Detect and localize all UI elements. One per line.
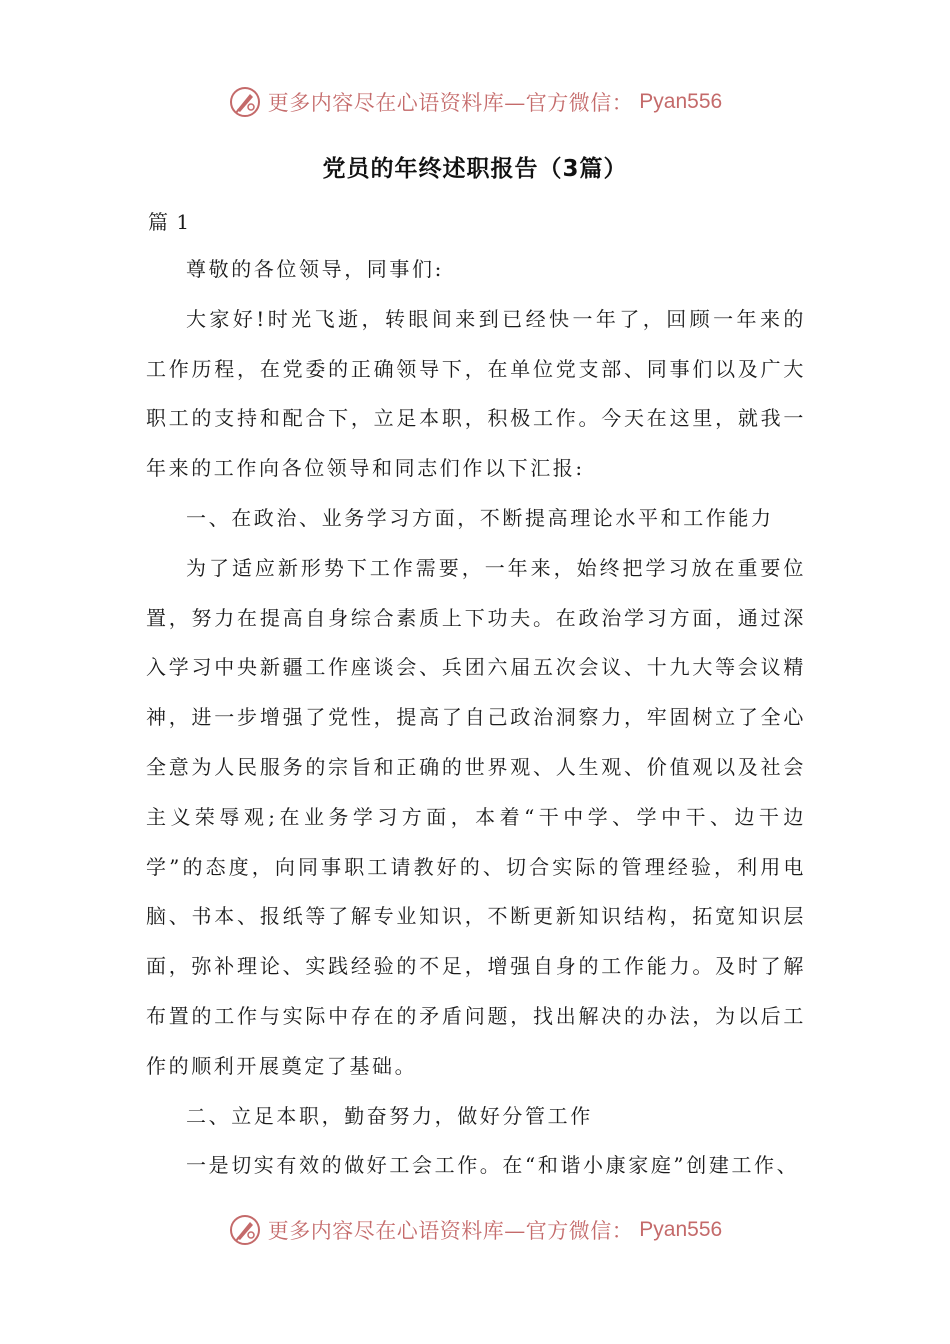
paragraph: 一是切实有效的做好工会工作。在“和谐小康家庭”创建工作、 bbox=[186, 1153, 800, 1178]
paragraph-heading: 二、立足本职，勤奋努力，做好分管工作 bbox=[186, 1103, 593, 1128]
quill-pen-logo-icon bbox=[228, 1213, 262, 1247]
header-watermark bbox=[0, 82, 950, 122]
wechat-id: Pyan556 bbox=[639, 1218, 723, 1241]
paragraph-heading: 一、在政治、业务学习方面，不断提高理论水平和工作能力 bbox=[186, 505, 774, 530]
section-label: 篇 1 bbox=[148, 210, 191, 234]
paragraph-greeting: 尊敬的各位领导，同事们: bbox=[186, 257, 444, 281]
watermark-text: 更多内容尽在心语资料库—官方微信： bbox=[267, 1219, 634, 1243]
watermark-text: 更多内容尽在心语资料库—官方微信： bbox=[267, 91, 634, 115]
document-title: 党员的年终述职报告（3篇） bbox=[322, 156, 628, 182]
paragraph: 为了适应新形势下工作需要，一年来，始终把学习放在重要位置，努力在提高自身综合素质上下功夫。在政治学习方面，通过深入学习中央新疆工作座谈会、兵团六届五次会议、十九大等会议精神，进一步增强了党性，提高了自己政治洞察力，牢固树立了全心全意为人民服务的宗旨和正确的世界观、人生观、价值观以及社会主义荣辱观;在业务学习方面，本着“干中学、学中干、边干边学”的态度，向同事职工请教好的、切合实际的管理经验，利用电脑、书本、报纸等了解专业知识，不断更新知识结构，拓宽知识层面，弥补理论、实践经验的不足，增强自身的工作能力。及时了解布置的工作与实际中存在的矛盾问题，找出解决的办法，为以后工作的顺利开展奠定了基础。 bbox=[146, 555, 806, 1078]
paragraph: 大家好!时光飞逝，转眼间来到已经快一年了，回顾一年来的工作历程，在党委的正确领导下，在单位党支部、同事们以及广大职工的支持和配合下，立足本职，积极工作。今天在这里，就我一年来的工作向各位领导和同志们作以下汇报: bbox=[146, 306, 806, 481]
wechat-id: Pyan556 bbox=[639, 90, 723, 113]
document-body bbox=[146, 245, 806, 1191]
footer-watermark bbox=[0, 1210, 950, 1250]
quill-pen-logo-icon bbox=[228, 85, 262, 119]
